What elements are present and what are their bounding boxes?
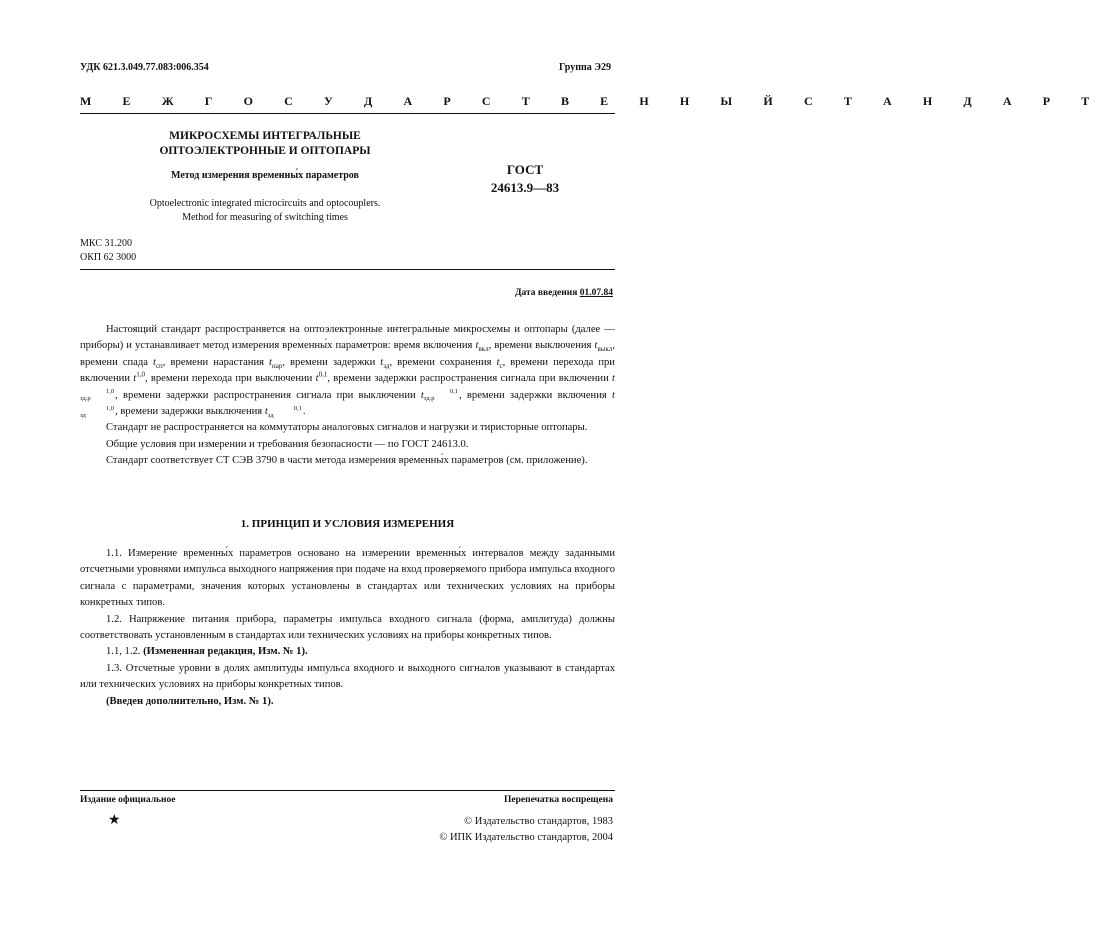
english-title-2: Method for measuring of switching times xyxy=(182,212,348,223)
effective-date-label: Дата введения xyxy=(514,288,578,298)
group-code: Группа Э29 xyxy=(559,62,611,73)
mks-code: МКС 31.200 xyxy=(80,238,132,249)
added-note: (Введен дополнительно, Изм. № 1). xyxy=(106,695,274,707)
official-edition: Издание официальное xyxy=(80,795,176,805)
section-1-title: 1. ПРИНЦИП И УСЛОВИЯ ИЗМЕРЕНИЯ xyxy=(240,518,455,530)
gost-number: 24613.9—83 xyxy=(490,180,560,195)
separator-rule xyxy=(80,269,615,270)
intro-paragraph-2: Стандарт не распространяется на коммутаторы аналоговых сигналов и нагрузки и тиристорные оптопары. xyxy=(106,422,588,434)
interstate-standard-heading: М Е Ж Г О С У Д А Р С Т В Е Н Н Ы Й С Т А Н Д А Р Т xyxy=(80,94,1103,108)
clause-1-2: 1.2. Напряжение питания прибора, параметры импульса входного сигнала (форма, амплитуда) должны соответствовать установленным в стандартах или технических условиях на приборы конкретных типов. xyxy=(80,613,615,642)
reprint-prohibited: Перепечатка воспрещена xyxy=(503,795,613,805)
clause-1-1: 1.1. Измерение временны́х параметров основано на измерении временны́х интервалов между заданными отсчетными уровнями импульса выходного напряжения при подаче на вход проверяемого прибора импульса входного сигнала с параметрами, значения которых установлены в стандартах или технических условиях на приборы конкретных типов. xyxy=(80,548,615,609)
header-rule xyxy=(80,113,615,114)
intro-section xyxy=(80,322,615,470)
intro-paragraph-3: Общие условия при измерении и требования безопасности — по ГОСТ 24613.0. xyxy=(106,438,469,450)
gost-label: ГОСТ xyxy=(506,162,544,177)
footer-rule xyxy=(80,790,615,791)
section-1-body xyxy=(80,546,615,710)
okp-code: ОКП 62 3000 xyxy=(80,252,137,263)
classification-codes xyxy=(80,237,136,265)
copyright-1983: © Издательство стандартов, 1983 xyxy=(464,816,613,827)
amendment-note: 1.1, 1.2. (Измененная редакция, Изм. № 1). xyxy=(106,646,308,658)
udk-code: УДК 621.3.049.77.083:006.354 xyxy=(80,62,209,73)
star-icon: ★ xyxy=(108,813,121,828)
clause-1-3: 1.3. Отсчетные уровни в долях амплитуды импульса входного и выходного сигналов указывают в стандартах или технических условиях на приборы конкретных типов. xyxy=(80,662,615,691)
title-line-1: МИКРОСХЕМЫ ИНТЕГРАЛЬНЫЕ xyxy=(169,130,361,142)
effective-date xyxy=(515,288,613,298)
english-title-1: Optoelectronic integrated microcircuits and optocouplers. xyxy=(149,198,381,209)
effective-date-value: 01.07.84 xyxy=(579,288,613,298)
intro-paragraph-1: Настоящий стандарт распространяется на оптоэлектронные интегральные микросхемы и оптопары (далее — приборы) и устанавливает метод измерения временны́х параметров: время включения $t_{вкл}$, времени выключения $t_{выкл}$, времени спада $t_{сп}$, времени нарастания $t_{нар}$, времени задержки $t_{зд}$, времени сохранения $t_с$, времени перехода при включении $t^{1,0}$, времени перехода при выключении $t^{0,1}$, времени задержки распространения сигнала при включении t1,0 зд.р , времени задержки распространения сигнала при выключении t 0,1 зд.р , времени задержки включения t1,0 зд , времени задержки выключения t 0,1 зд . xyxy=(80,324,615,419)
copyright-2004: © ИПК Издательство стандартов, 2004 xyxy=(439,832,613,843)
subtitle: Метод измерения временны́х параметров xyxy=(171,170,359,181)
title-line-2: ОПТОЭЛЕКТРОННЫЕ И ОПТОПАРЫ xyxy=(159,145,371,157)
intro-paragraph-4: Стандарт соответствует СТ СЭВ 3790 в части метода измерения временны́х параметров (см. приложение). xyxy=(106,455,588,467)
copyright xyxy=(439,814,613,846)
